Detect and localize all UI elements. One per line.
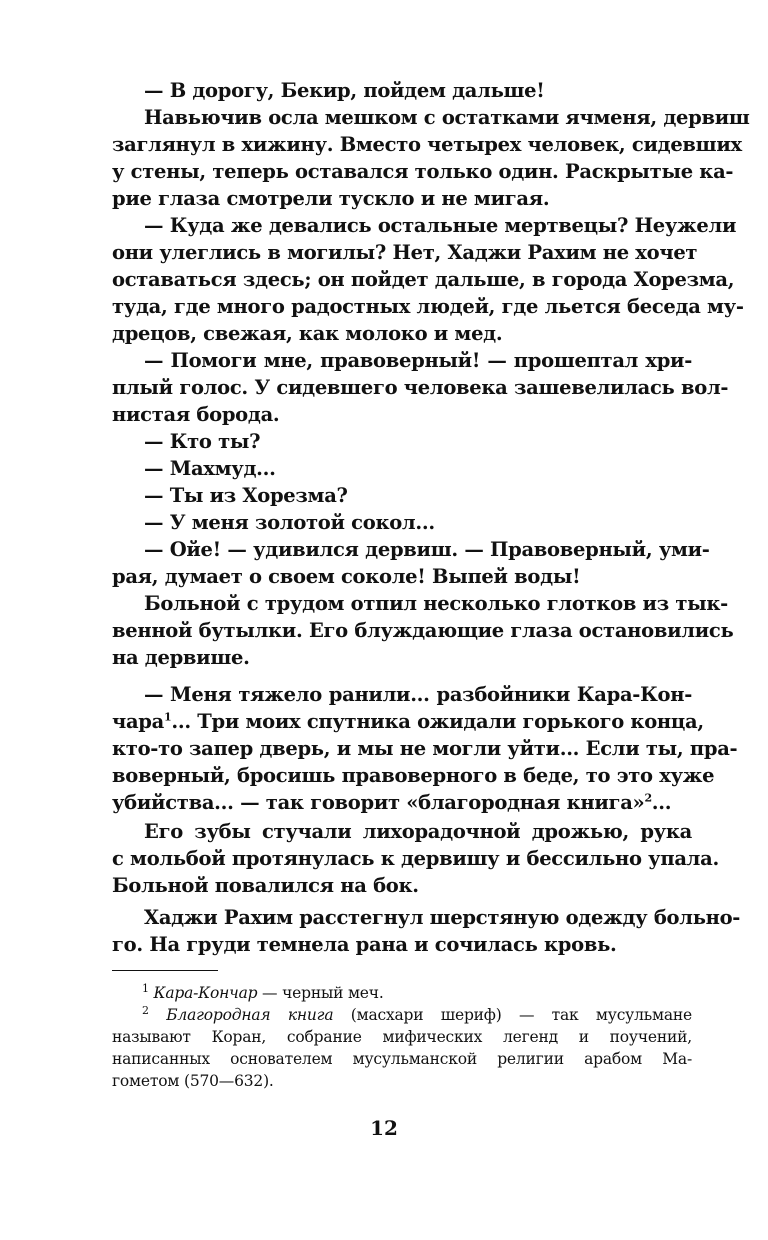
text-line: у стены, теперь оставался только один. Раскрытые ка-	[112, 160, 734, 183]
page-number: 12	[370, 1116, 398, 1140]
text-line: го. На груди темнела рана и сочилась кровь.	[112, 933, 617, 956]
text-line: рие глаза смотрели тускло и не мигая.	[112, 187, 550, 210]
text-fragment: ...	[651, 791, 672, 814]
text-line: они улеглись в могилы? Нет, Хаджи Рахим не хочет	[112, 241, 698, 264]
footnote-mark: 1	[142, 981, 149, 995]
text-line: дрецов, свежая, как молоко и мед.	[112, 322, 503, 345]
text-line: Больной повалился на бок.	[112, 874, 419, 897]
text-line: — Ты из Хорезма?	[144, 484, 348, 507]
text-line: плый голос. У сидевшего человека зашевелилась вол-	[112, 376, 729, 399]
footnote-mark: 2	[142, 1003, 149, 1017]
text-line: с мольбой протянулась к дервишу и бессильно упала.	[112, 847, 719, 870]
footnote-divider	[112, 970, 218, 971]
footnote-ref-2[interactable]: 2	[644, 791, 652, 805]
text-line: туда, где много радостных людей, где льется беседа му-	[112, 295, 744, 318]
text-line: на дервише.	[112, 646, 250, 669]
text-fragment: чара	[112, 710, 164, 733]
text-fragment: убийства... — так говорит «благородная книга»	[112, 791, 645, 814]
text-line: — Ойе! — удивился дервиш. — Правоверный, уми-	[144, 538, 710, 561]
text-fragment: ... Три моих спутника ожидали горького конца,	[171, 710, 704, 733]
text-line: венной бутылки. Его блуждающие глаза остановились	[112, 619, 734, 642]
text-line: заглянул в хижину. Вместо четырех человек, сидевших	[112, 133, 742, 156]
text-line: — Куда же девались остальные мертвецы? Неужели	[144, 214, 737, 237]
text-line-with-footnote	[112, 709, 704, 735]
text-line: — Помоги мне, правоверный! — прошептал хри-	[144, 349, 692, 372]
text-line: — Махмуд...	[144, 457, 276, 480]
footnote-text-line: написанных основателем мусульманской религии арабом Ма-	[112, 1050, 692, 1068]
footnote-text: (масхари шериф) — так мусульмане	[333, 1006, 692, 1024]
text-line: воверный, бросишь правоверного в беде, то это хуже	[112, 764, 715, 787]
text-line: — У меня золотой сокол...	[144, 511, 435, 534]
text-line-with-footnote	[112, 790, 692, 816]
text-line: Больной с трудом отпил несколько глотков из тык-	[144, 592, 728, 615]
footnote-2	[112, 1004, 692, 1026]
footnote-text: — черный меч.	[257, 984, 384, 1002]
footnote-term: Кара-Кончар	[153, 984, 258, 1002]
text-line: кто-то запер дверь, и мы не могли уйти... Если ты, пра-	[112, 737, 738, 760]
text-line: рая, думает о своем соколе! Выпей воды!	[112, 565, 581, 588]
footnote-ref-1[interactable]: 1	[163, 710, 172, 724]
text-line: — Кто ты?	[144, 430, 261, 453]
footnote-text-line: гометом (570—632).	[112, 1072, 274, 1090]
text-line: Навьючив осла мешком с остатками ячменя, дервиш	[144, 106, 750, 129]
footnote-term: Благородная книга	[166, 1006, 334, 1024]
text-line: оставаться здесь; он пойдет дальше, в города Хорезма,	[112, 268, 735, 291]
text-line: нистая борода.	[112, 403, 280, 426]
text-line: Его зубы стучали лихорадочной дрожью, рука	[144, 820, 692, 843]
text-line: — В дорогу, Бекир, пойдем дальше!	[144, 79, 545, 102]
text-line: — Меня тяжело ранили... разбойники Кара-Кон-	[144, 683, 692, 706]
footnote-1	[112, 982, 692, 1004]
text-line: Хаджи Рахим расстегнул шерстяную одежду больно-	[144, 906, 741, 929]
footnote-text-line: называют Коран, собрание мифических легенд и поучений,	[112, 1028, 692, 1046]
